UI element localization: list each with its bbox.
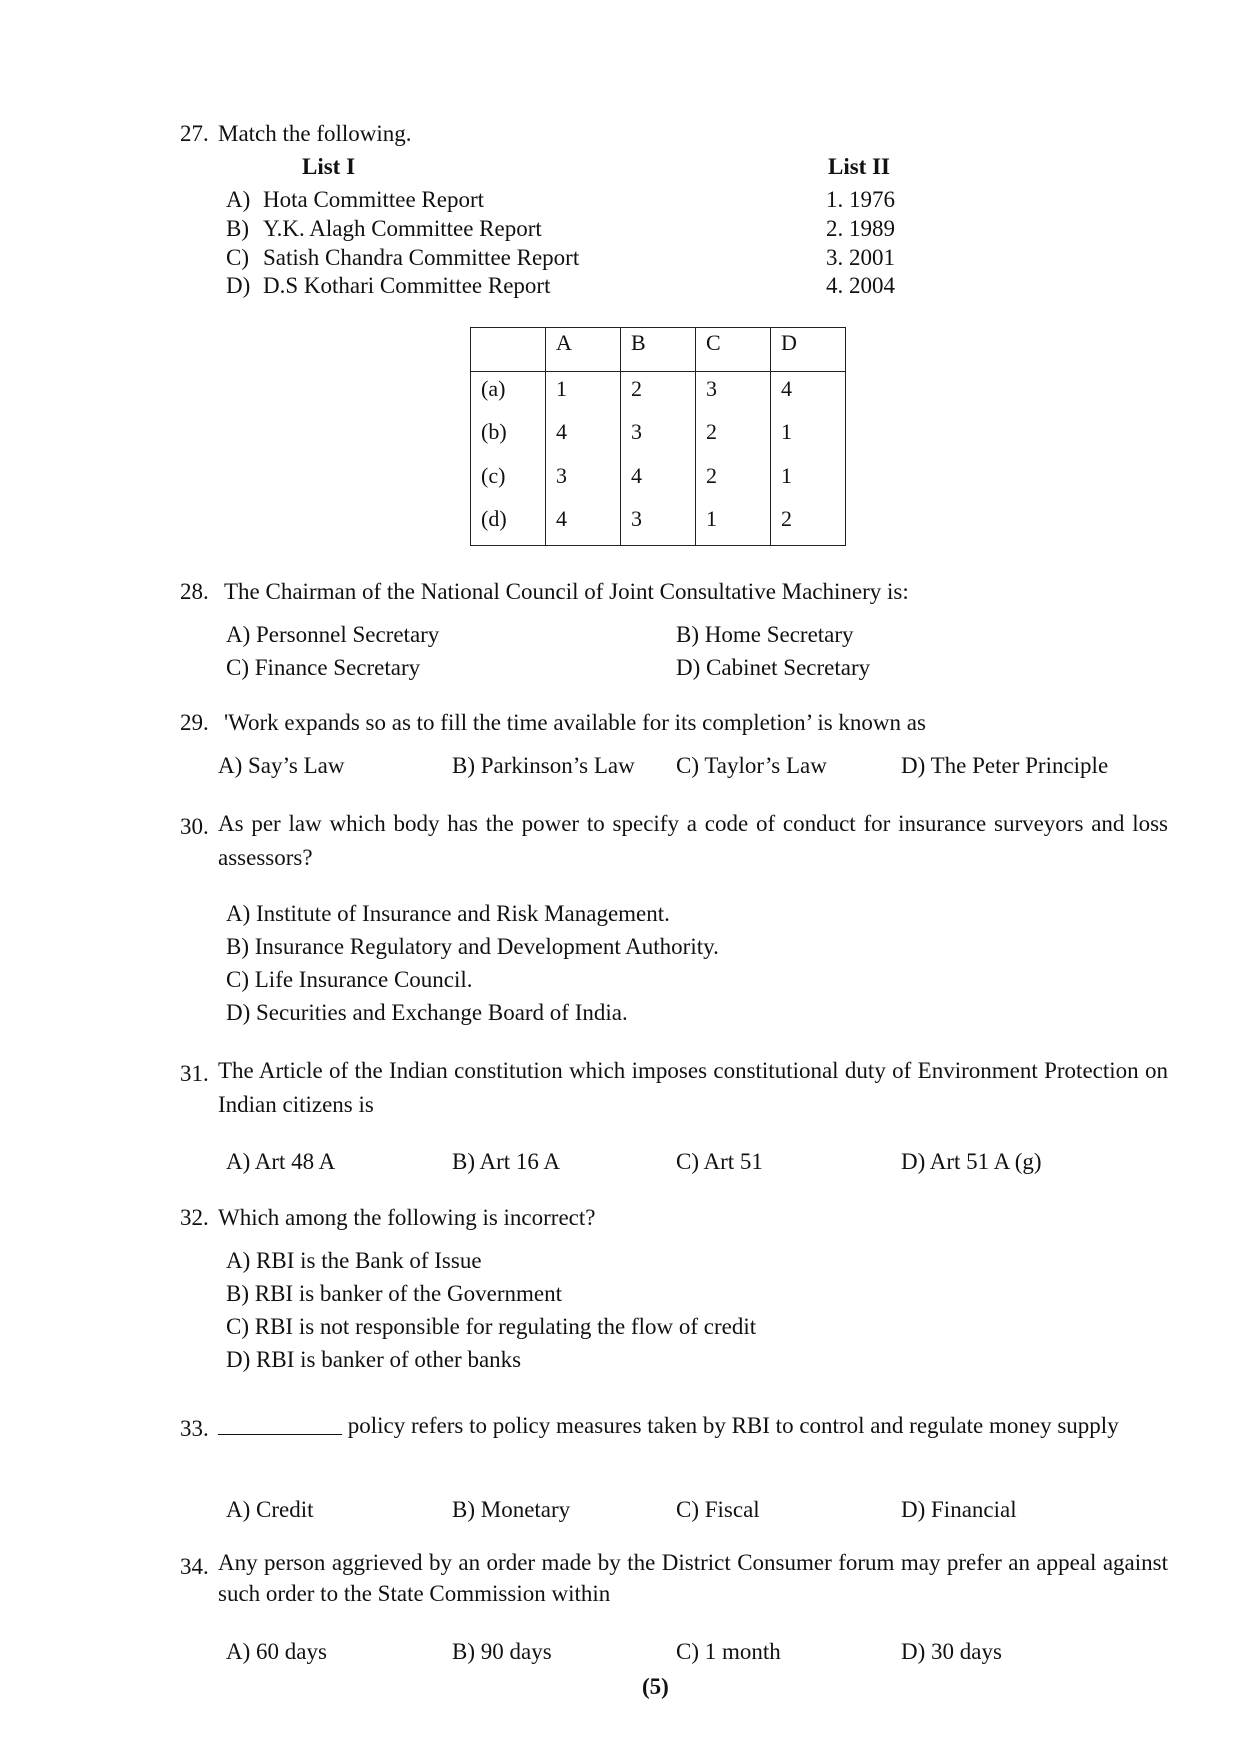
table-header-cell: A — [546, 328, 621, 372]
q30-number: 30. — [180, 814, 209, 839]
q33-number: 33. — [180, 1416, 209, 1441]
list1-item-b: Y.K. Alagh Committee Report — [263, 216, 542, 241]
q30-text: As per law which body has the power to specify a code of conduct for insurance surveyors and loss assessors? — [218, 811, 1168, 870]
q31-number: 31. — [180, 1061, 209, 1086]
table-cell: 1 — [771, 459, 846, 503]
q28-option-d: D) Cabinet Secretary — [676, 655, 871, 680]
q32-text: Which among the following is incorrect? — [218, 1205, 596, 1230]
table-cell: 3 — [696, 372, 771, 416]
q28-option-c: C) Finance Secretary — [226, 655, 421, 680]
q33-option-c: C) Fiscal — [676, 1497, 760, 1522]
q31-option-d: D) Art 51 A (g) — [901, 1149, 1042, 1174]
q34-option-a: A) 60 days — [226, 1639, 327, 1664]
table-cell: (c) — [481, 462, 506, 488]
q32-option-a: A) RBI is the Bank of Issue — [226, 1248, 482, 1273]
table-cell: 1 — [696, 502, 771, 546]
q34-text: Any person aggrieved by an order made by the District Consumer forum may prefer an appeal against such order to the State Commission within — [218, 1550, 1168, 1606]
q28-option-a: A) Personnel Secretary — [226, 622, 440, 647]
q27-number: 27. — [180, 121, 209, 146]
table-cell: 4 — [546, 415, 621, 459]
q32-option-c: C) RBI is not responsible for regulating the flow of credit — [226, 1314, 757, 1339]
table-row — [471, 415, 846, 459]
table-cell: 2 — [771, 502, 846, 546]
q28-number: 28. — [180, 579, 209, 604]
q34-option-c: C) 1 month — [676, 1639, 781, 1664]
page-number: (5) — [642, 1674, 669, 1699]
q33-blank — [218, 1414, 342, 1435]
table-cell: 4 — [771, 372, 846, 416]
q33-option-d: D) Financial — [901, 1497, 1017, 1522]
list1-label-b: B) — [226, 216, 249, 241]
q27-text: Match the following. — [218, 121, 412, 146]
q32-option-d: D) RBI is banker of other banks — [226, 1347, 522, 1372]
table-cell: 2 — [696, 415, 771, 459]
q33-option-a: A) Credit — [226, 1497, 314, 1522]
q30-option-b: B) Insurance Regulatory and Development Authority. — [226, 934, 719, 959]
list2-heading: List II — [828, 154, 890, 179]
list2-item-4: 4. 2004 — [826, 273, 895, 298]
q31-option-b: B) Art 16 A — [452, 1149, 560, 1174]
table-cell: (a) — [481, 376, 506, 401]
list2-item-3: 3. 2001 — [826, 245, 895, 270]
q32-option-b: B) RBI is banker of the Government — [226, 1281, 562, 1306]
table-header-cell — [471, 328, 546, 372]
q28-text: The Chairman of the National Council of Joint Consultative Machinery is: — [224, 579, 909, 604]
list2-item-2: 2. 1989 — [826, 216, 895, 241]
q33-text: policy refers to policy measures taken by RBI to control and regulate money supply — [347, 1413, 1119, 1438]
q30-option-c: C) Life Insurance Council. — [226, 967, 473, 992]
q30-option-a: A) Institute of Insurance and Risk Management. — [226, 901, 670, 926]
table-cell: 1 — [771, 415, 846, 459]
table-cell: 3 — [621, 415, 696, 459]
list1-label-d: D) — [226, 273, 251, 298]
table-cell: (d) — [481, 506, 507, 531]
table-cell: 4 — [621, 459, 696, 503]
table-row — [471, 459, 846, 503]
q30-option-d: D) Securities and Exchange Board of India. — [226, 1000, 628, 1025]
q31-text: The Article of the Indian constitution which imposes constitutional duty of Environment Protection on Indian citizens is — [218, 1058, 1168, 1117]
table-header-row — [471, 328, 846, 372]
q29-number: 29. — [180, 710, 209, 735]
q31-option-c: C) Art 51 — [676, 1149, 763, 1174]
q29-option-b: B) Parkinson’s Law — [452, 753, 635, 778]
table-cell: 1 — [546, 372, 621, 416]
table-header-cell: C — [696, 328, 771, 372]
list1-heading: List I — [302, 154, 356, 179]
q33-option-b: B) Monetary — [452, 1497, 571, 1522]
list1-item-a: Hota Committee Report — [263, 187, 485, 212]
q29-option-d: D) The Peter Principle — [901, 753, 1109, 778]
q29-option-a: A) Say’s Law — [218, 753, 345, 778]
table-row — [471, 372, 846, 416]
q34-number: 34. — [180, 1554, 209, 1579]
table-cell: 2 — [696, 459, 771, 503]
q32-number: 32. — [180, 1205, 209, 1230]
list1-label-a: A) — [226, 187, 251, 212]
list1-item-c: Satish Chandra Committee Report — [263, 245, 580, 270]
q29-option-c: C) Taylor’s Law — [676, 753, 827, 778]
table-cell: 3 — [546, 459, 621, 503]
table-cell: 3 — [621, 502, 696, 546]
list1-label-c: C) — [226, 245, 249, 270]
q31-option-a: A) Art 48 A — [226, 1149, 336, 1174]
q34-option-d: D) 30 days — [901, 1639, 1002, 1664]
list1-item-d: D.S Kothari Committee Report — [263, 273, 551, 298]
q34-option-b: B) 90 days — [452, 1639, 552, 1664]
table-cell: 2 — [621, 372, 696, 416]
table-cell: 4 — [546, 502, 621, 546]
table-header-cell: D — [771, 328, 846, 372]
match-answer-table — [470, 327, 846, 546]
q28-option-b: B) Home Secretary — [676, 622, 854, 647]
table-cell: (b) — [481, 419, 507, 444]
q33-text-block — [218, 1409, 1168, 1443]
table-header-cell: B — [621, 328, 696, 372]
q29-text: 'Work expands so as to fill the time available for its completion’ is known as — [224, 710, 926, 735]
table-row — [471, 502, 846, 546]
list2-item-1: 1. 1976 — [826, 187, 895, 212]
